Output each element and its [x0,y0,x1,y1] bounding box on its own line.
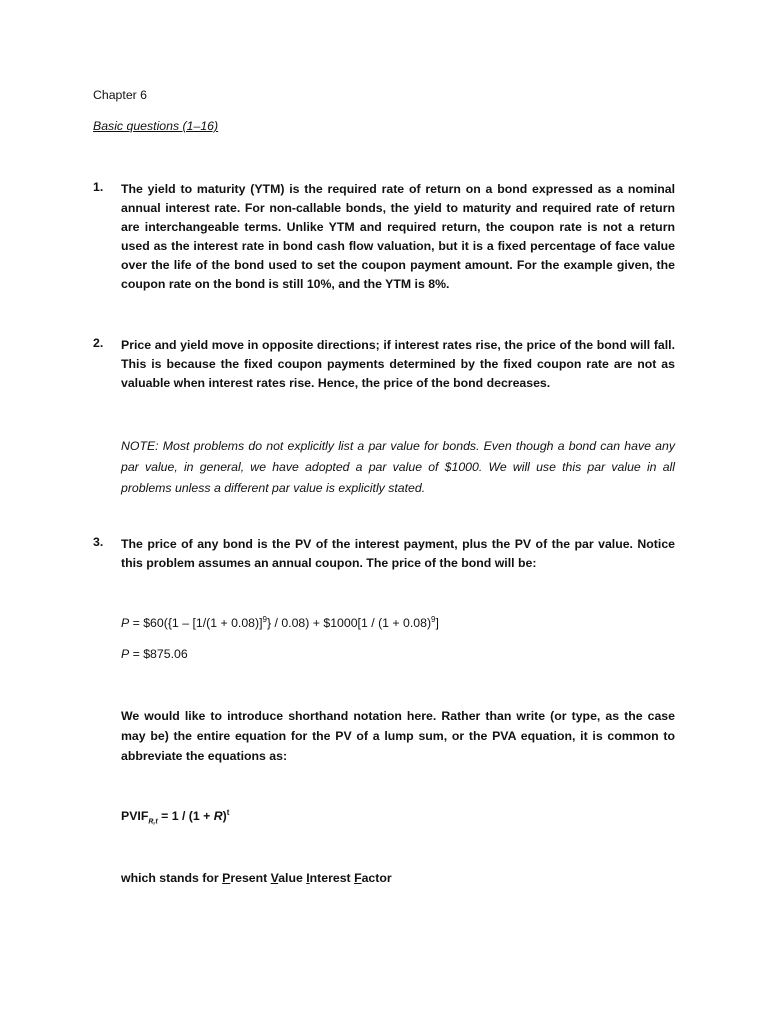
answer-2-text: Price and yield move in opposite directions; if interest rates rise, the price of the bond will fall. This is because the fixed coupon payments determined by the fixed coupon rate are not as valuable when interest rates rise. Hence, the price of the bond decreases. [121,338,675,390]
equation-part-2: } / 0.08) + $1000[1 / (1 + 0.08) [266,616,432,631]
definition-prefix: which stands for [121,871,223,885]
equation-lhs: P [121,616,130,631]
chapter-heading: Chapter 6 [93,88,148,102]
pvif-equation [121,808,229,826]
answer-1-text: The yield to maturity (YTM) is the required rate of return on a bond expressed as a nominal annual interest rate. For non-callable bonds, the yield to maturity and required rate of return are interchangeable terms. Unlike YTM and required return, the coupon rate is not a return used as the interest rate in bond cash flow valuation, but it is a fixed percentage of face value over the life of the bond used to set the coupon payment amount. For the example given, the coupon rate on the bond is still 10%, and the YTM is 8%. [121,182,675,291]
section-subtitle: Basic questions (1–16) [93,119,219,133]
pvif-middle: = 1 / (1 + [157,809,214,824]
bond-price-result [121,647,188,661]
bond-price-equation [121,615,439,630]
definition-word-present: resent [230,871,271,885]
definition-letter-v: V [270,871,279,885]
definition-letter-f: F [354,871,362,885]
equation-part-1: = $60({1 – [1/(1 + 0.08)] [129,616,263,631]
definition-word-interest: nterest [309,871,355,885]
equation-exponent-2: 9 [431,615,436,624]
pvif-definition [121,871,392,885]
answer-1-number: 1. [93,180,104,194]
answer-3-number: 3. [93,535,104,549]
pvif-rate: R [213,809,223,824]
shorthand-paragraph: We would like to introduce shorthand notation here. Rather than write (or type, as the case may be) the entire equation for the PV of a lump sum, or the PVA equation, it is common to abbreviate the equations as: [121,709,675,763]
result-lhs: P [121,647,130,661]
answer-1 [93,180,675,294]
answer-3-text: The price of any bond is the PV of the interest payment, plus the PV of the par value. Notice this problem assumes an annual coupon. The price of the bond will be: [121,537,675,570]
answer-2-number: 2. [93,336,104,350]
definition-letter-p: P [222,871,231,885]
equation-part-3: ] [435,616,439,631]
definition-letter-i: I [306,871,310,885]
equation-exponent-1: 9 [262,615,267,624]
pvif-close: ) [222,809,227,824]
pvif-base: PVIF [121,809,149,824]
pvif-exponent: t [226,808,230,817]
answer-3 [93,535,675,573]
par-value-note: NOTE: Most problems do not explicitly list a par value for bonds. Even though a bond can have any par value, in general, we have adopted a par value of $1000. We will use this par value in all problems unless a different par value is explicitly stated. [121,439,675,495]
definition-word-factor: actor [361,871,392,885]
result-rhs: = $875.06 [129,647,188,661]
pvif-subscript: R,t [148,818,158,826]
answer-2 [93,336,675,393]
definition-word-value: alue [278,871,307,885]
